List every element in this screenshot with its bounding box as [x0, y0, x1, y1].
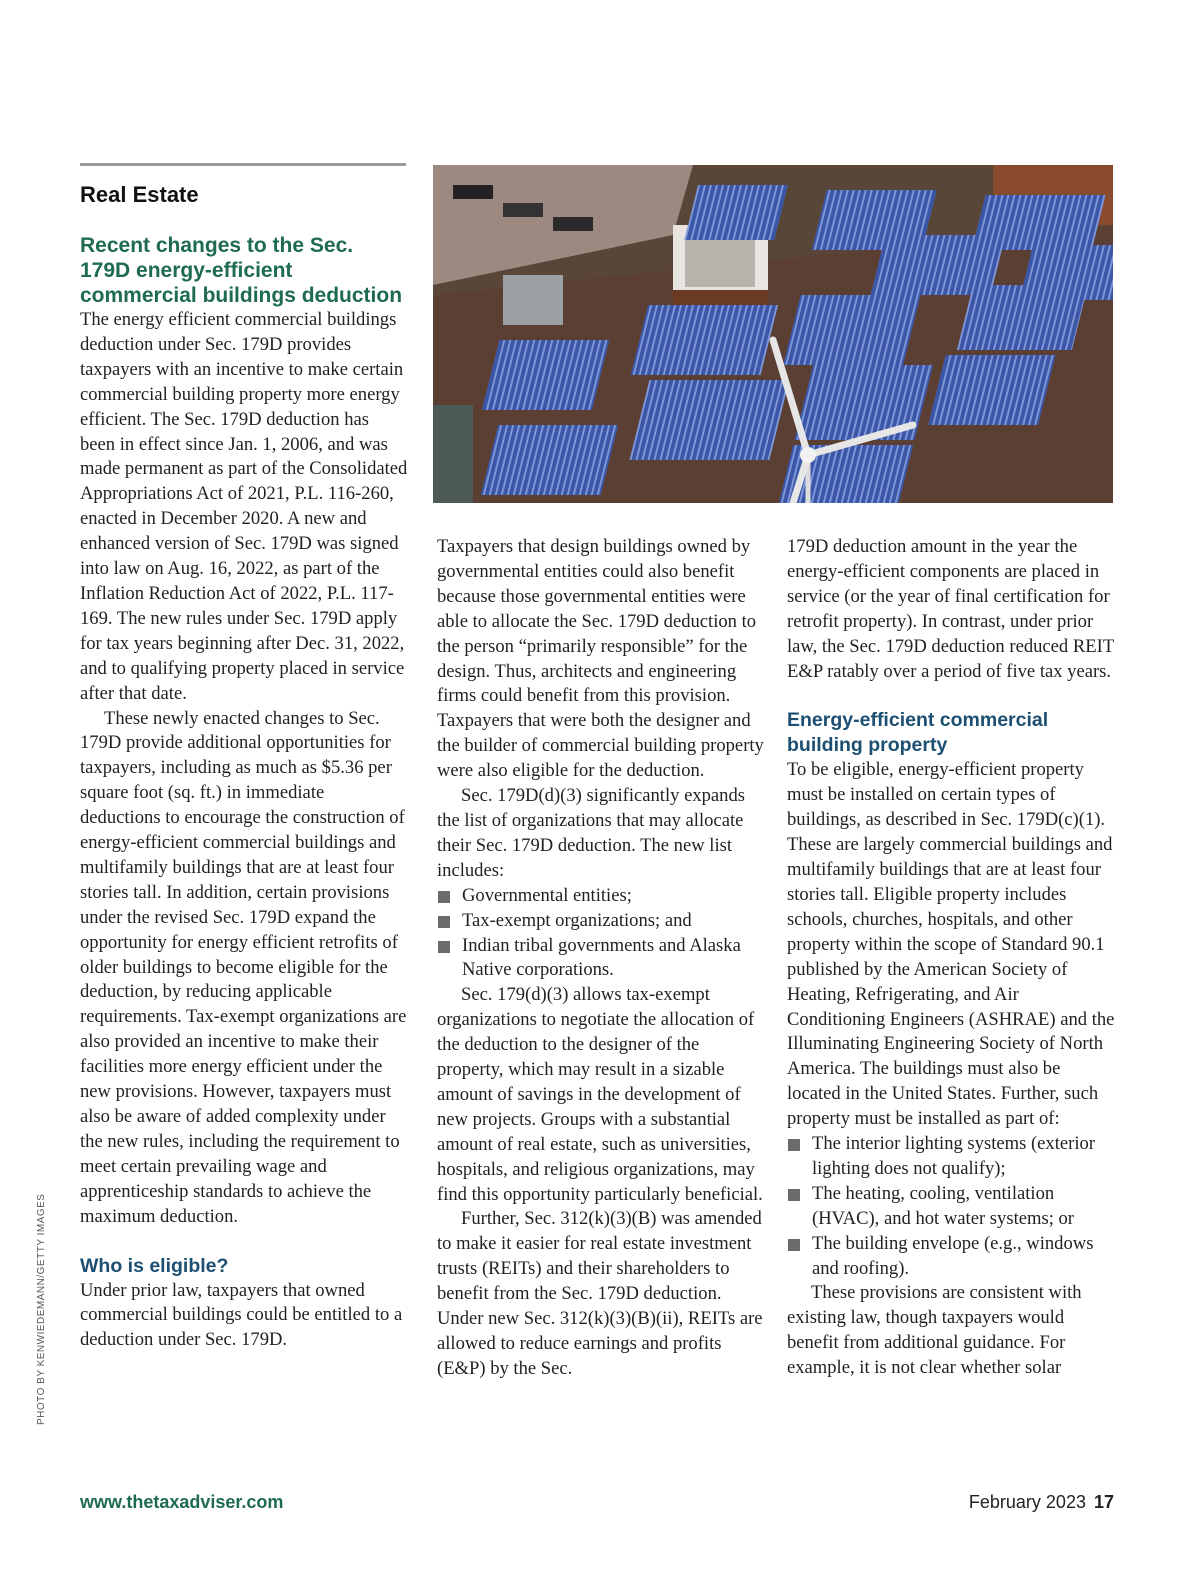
- bullet-list: [787, 1132, 1117, 1281]
- article-headline: Recent changes to the Sec. 179D energy-efficient commercial buildings deduction: [80, 234, 403, 307]
- column-left: [80, 233, 408, 1353]
- paragraph: The energy efficient commercial buildings deduction under Sec. 179D provides taxpayers with an incentive to make certain commercial building property more energy efficient. The Sec. 179D deduction has been in effect since Jan. 1, 2006, and was made permanent as part of the Consolidated Appropriations Act of 2021, P.L. 116-260, enacted in December 2020. A new and enhanced version of Sec. 179D was signed into law on Aug. 16, 2022, as part of the Inflation Reduction Act of 2022, P.L. 117-169. The new rules under Sec. 179D apply for tax years beginning after Dec. 31, 2022, and to qualifying property placed in service after that date.: [80, 309, 408, 704]
- column-middle: [437, 535, 767, 1382]
- list-item: The interior lighting systems (exterior lighting does not qualify);: [787, 1132, 1117, 1182]
- issue-date: February 2023: [968, 1492, 1086, 1512]
- paragraph: Sec. 179(d)(3) allows tax-exempt organizations to negotiate the allocation of the deduction to the designer of the property, which may result in a sizable amount of savings in the development of new projects. Groups with a substantial amount of real estate, such as universities, hospitals, and religious organizations, may find this opportunity particularly beneficial.: [437, 984, 763, 1205]
- paragraph: These provisions are consistent with existing law, though taxpayers would benefit from additional guidance. For example, it is not clear whether solar: [787, 1282, 1082, 1379]
- page-number: 17: [1093, 1492, 1114, 1512]
- bullet-list: [437, 884, 767, 984]
- paragraph: 179D deduction amount in the year the energy-efficient components are placed in service (or the year of final certification for retrofit property). In contrast, under prior law, the Sec. 179D deduction reduced REIT E&P ratably over a period of five tax years.: [787, 536, 1114, 682]
- section-rule: [80, 163, 406, 166]
- list-item: Governmental entities;: [437, 884, 767, 909]
- photo-credit: PHOTO BY KENWIEDEMANN/GETTY IMAGES: [36, 1193, 47, 1425]
- rooftop-solar-photo: [433, 165, 1113, 503]
- photo-illustration: [433, 165, 1113, 503]
- footer-url-link[interactable]: www.thetaxadviser.com: [80, 1492, 284, 1512]
- paragraph: These newly enacted changes to Sec. 179D provide additional opportunities for taxpayers, including as much as $5.36 per square foot (sq. ft.) in immediate deductions to encourage the construction of energy-efficient commercial buildings and multifamily buildings that are at least four stories tall. In addition, certain provisions under the revised Sec. 179D expand the opportunity for energy efficient retrofits of older buildings to become eligible for the deduction, by reducing applicable requirements. Tax-exempt organizations are also provided an incentive to make their facilities more energy efficient under the new provisions. However, taxpayers must also be aware of added complexity under the new rules, including the requirement to meet certain prevailing wage and apprenticeship standards to achieve the maximum deduction.: [80, 707, 407, 1227]
- paragraph: Taxpayers that design buildings owned by governmental entities could also benefit because those governmental entities were able to allocate the Sec. 179D deduction to the person “primarily responsible” for the design. Thus, architects and engineering firms could benefit from this provision. Taxpayers that were both the designer and the builder of commercial building property were also eligible for the deduction.: [437, 536, 764, 782]
- subheading-energy-efficient-property: Energy-efficient commercial building property: [787, 709, 1049, 757]
- paragraph: Sec. 179D(d)(3) significantly expands the list of organizations that may allocate their Sec. 179D deduction. The new list includes:: [437, 785, 745, 881]
- paragraph: Further, Sec. 312(k)(3)(B) was amended to make it easier for real estate investment trusts (REITs) and their shareholders to benefit from the Sec. 179D deduction. Under new Sec. 312(k)(3)(B)(ii), REITs are allowed to reduce earnings and profits (E&P) by the Sec.: [437, 1208, 763, 1379]
- list-item: Indian tribal governments and Alaska Native corporations.: [437, 934, 767, 984]
- list-item: The heating, cooling, ventilation (HVAC), and hot water systems; or: [787, 1182, 1117, 1232]
- section-label: Real Estate: [80, 182, 199, 207]
- column-right: [787, 535, 1117, 1381]
- subheading-who-is-eligible: Who is eligible?: [80, 1254, 229, 1277]
- list-item: Tax-exempt organizations; and: [437, 909, 767, 934]
- paragraph: To be eligible, energy-efficient property must be installed on certain types of buildings, as described in Sec. 179D(c)(1). These are largely commercial buildings and multifamily buildings that are at least four stories tall. Eligible property includes schools, churches, hospitals, and other property within the scope of Standard 90.1 published by the American Society of Heating, Refrigerating, and Air Conditioning Engineers (ASHRAE) and the Illuminating Engineering Society of North America. The buildings must also be located in the United States. Further, such property must be installed as part of:: [787, 759, 1115, 1130]
- paragraph: Under prior law, taxpayers that owned commercial buildings could be entitled to a deduction under Sec. 179D.: [80, 1279, 403, 1351]
- footer-date-page: [969, 1492, 1114, 1513]
- list-item: The building envelope (e.g., windows and roofing).: [787, 1232, 1117, 1282]
